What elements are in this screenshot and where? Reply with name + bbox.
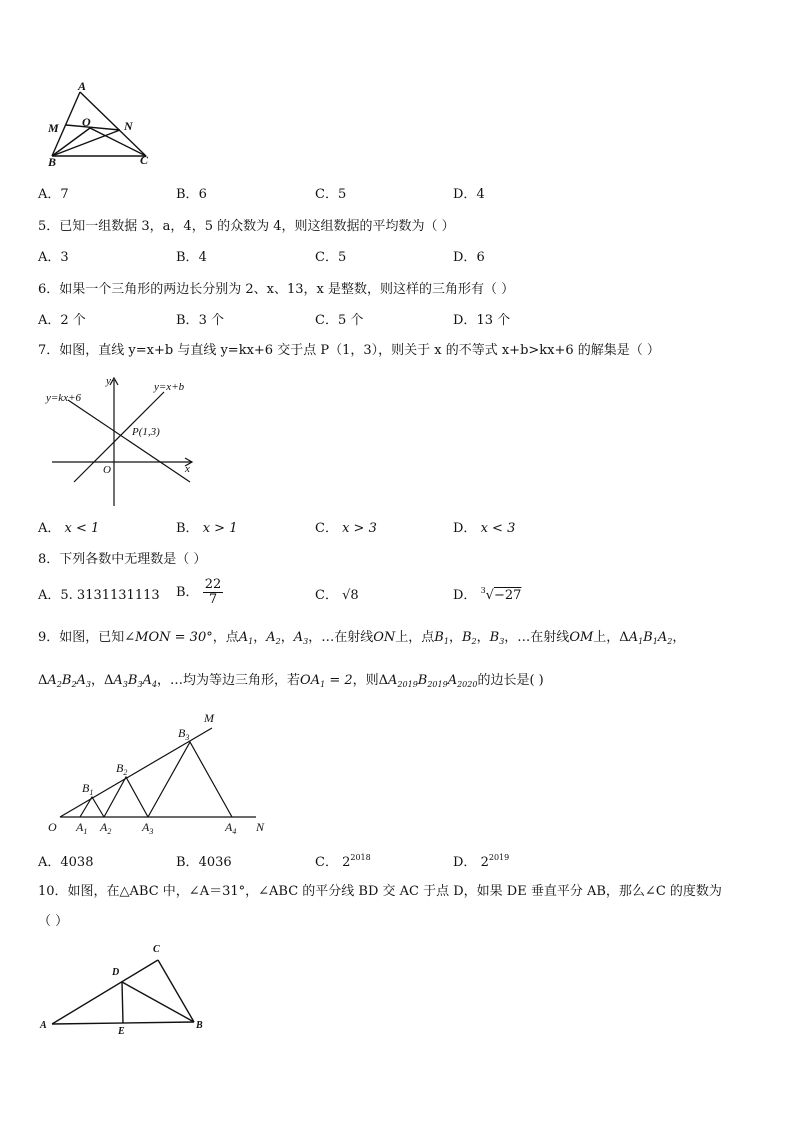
- label-b: B: [196, 1020, 203, 1031]
- option-d[interactable]: D．6: [453, 250, 485, 265]
- label-b1: $B_1$: [82, 781, 94, 797]
- option-d[interactable]: D．4: [453, 187, 485, 202]
- option-c[interactable]: C．5 个: [315, 313, 364, 328]
- label-a1: $A_1$: [76, 820, 88, 836]
- option-d[interactable]: D． x < 3: [453, 521, 516, 536]
- label-x: x: [185, 463, 190, 475]
- option-a[interactable]: A． x < 1: [38, 521, 100, 536]
- linear-graph-figure: [40, 372, 200, 510]
- option-c[interactable]: C．5: [315, 187, 347, 202]
- q8-stem: 8．下列各数中无理数是（ ）: [38, 552, 207, 567]
- label-line-y-kx-6: y=kx+6: [46, 392, 81, 404]
- q5-stem: 5．已知一组数据 3，a，4，5 的众数为 4，则这组数据的平均数为（ ）: [38, 219, 455, 234]
- option-a[interactable]: A．5. 3131131113: [38, 588, 160, 603]
- label-b: B: [48, 155, 57, 169]
- triangle-3: [148, 742, 232, 817]
- triangle-abc-figure: [36, 938, 216, 1038]
- label-point-p: P(1,3): [132, 426, 160, 438]
- label-c: C: [153, 944, 160, 955]
- option-b[interactable]: B． $\frac{22}{7}$: [176, 577, 222, 607]
- label-line-y-x-b: y=x+b: [154, 381, 185, 393]
- label-m: M: [48, 121, 59, 135]
- option-a[interactable]: A．7: [38, 187, 69, 202]
- option-c[interactable]: C． √8: [315, 588, 359, 603]
- option-c[interactable]: C．5: [315, 250, 347, 265]
- q7-stem: 7．如图，直线 y=x+b 与直线 y=kx+6 交于点 P（1，3），则关于 x 的不等式 x+b>kx+6 的解集是（ ）: [38, 343, 660, 358]
- equilateral-triangles-figure: [44, 708, 274, 842]
- label-origin: O: [103, 464, 111, 476]
- q10-stem-line1: 10．如图，在△ABC 中，∠A＝31°，∠ABC 的平分线 BD 交 AC 于点 D，如果 DE 垂直平分 AB，那么∠C 的度数为: [38, 884, 722, 899]
- triangle-mon-figure: [40, 80, 160, 170]
- q6-stem: 6．如果一个三角形的两边长分别为 2、x、13，x 是整数，则这样的三角形有（ ）: [38, 282, 515, 297]
- triangle-1: [80, 797, 104, 817]
- label-o: O: [82, 115, 91, 129]
- option-b[interactable]: B．4: [176, 250, 207, 265]
- label-n: N: [124, 119, 133, 133]
- label-b2: $B_2$: [116, 761, 128, 777]
- option-b[interactable]: B．3 个: [176, 313, 224, 328]
- label-a: A: [40, 1020, 47, 1031]
- label-a4: $A_4$: [225, 820, 237, 836]
- option-a[interactable]: A．4038: [38, 855, 94, 870]
- label-e: E: [118, 1026, 125, 1037]
- triangle-2: [104, 777, 148, 817]
- label-n: N: [256, 820, 265, 834]
- label-a2: $A_2$: [100, 820, 112, 836]
- label-b3: $B_3$: [178, 726, 190, 742]
- option-a[interactable]: A．3: [38, 250, 69, 265]
- label-d: D: [112, 967, 120, 978]
- option-b[interactable]: B．4036: [176, 855, 232, 870]
- option-c[interactable]: C． x > 3: [315, 521, 377, 536]
- option-a[interactable]: A．2 个: [38, 313, 86, 328]
- option-d[interactable]: D．13 个: [453, 313, 511, 328]
- label-o: O: [48, 820, 57, 834]
- label-m: M: [204, 711, 214, 725]
- option-d[interactable]: D． $2^{2019}$: [453, 853, 510, 870]
- q10-stem-line2: （ ）: [38, 914, 69, 929]
- q9-stem-line1: 9．如图，已知∠MON = 30°，点$A_1$，$A_2$，$A_3$，…在射线ON上，点$B_1$，$B_2$，$B_3$，…在射线OM上，$\Delta A_1B_1A_2$，: [38, 630, 686, 646]
- label-c: C: [140, 153, 149, 167]
- label-a3: $A_3$: [142, 820, 154, 836]
- fraction: $\frac{22}{7}$: [204, 577, 222, 607]
- option-b[interactable]: B． x > 1: [176, 521, 238, 536]
- q9-stem-line2: $\Delta A_2B_2A_3$，$\Delta A_3B_3A_4$，…均为等边三角形，若$OA_1 = 2$，则$\Delta A_{2019}B_{2019}A_{2020}$的边长是( ): [38, 673, 544, 689]
- label-y: y: [106, 375, 111, 387]
- option-d[interactable]: D． $^3$√−27: [453, 586, 522, 603]
- label-a: A: [78, 80, 87, 93]
- option-b[interactable]: B．6: [176, 187, 207, 202]
- option-c[interactable]: C． $2^{2018}$: [315, 853, 371, 870]
